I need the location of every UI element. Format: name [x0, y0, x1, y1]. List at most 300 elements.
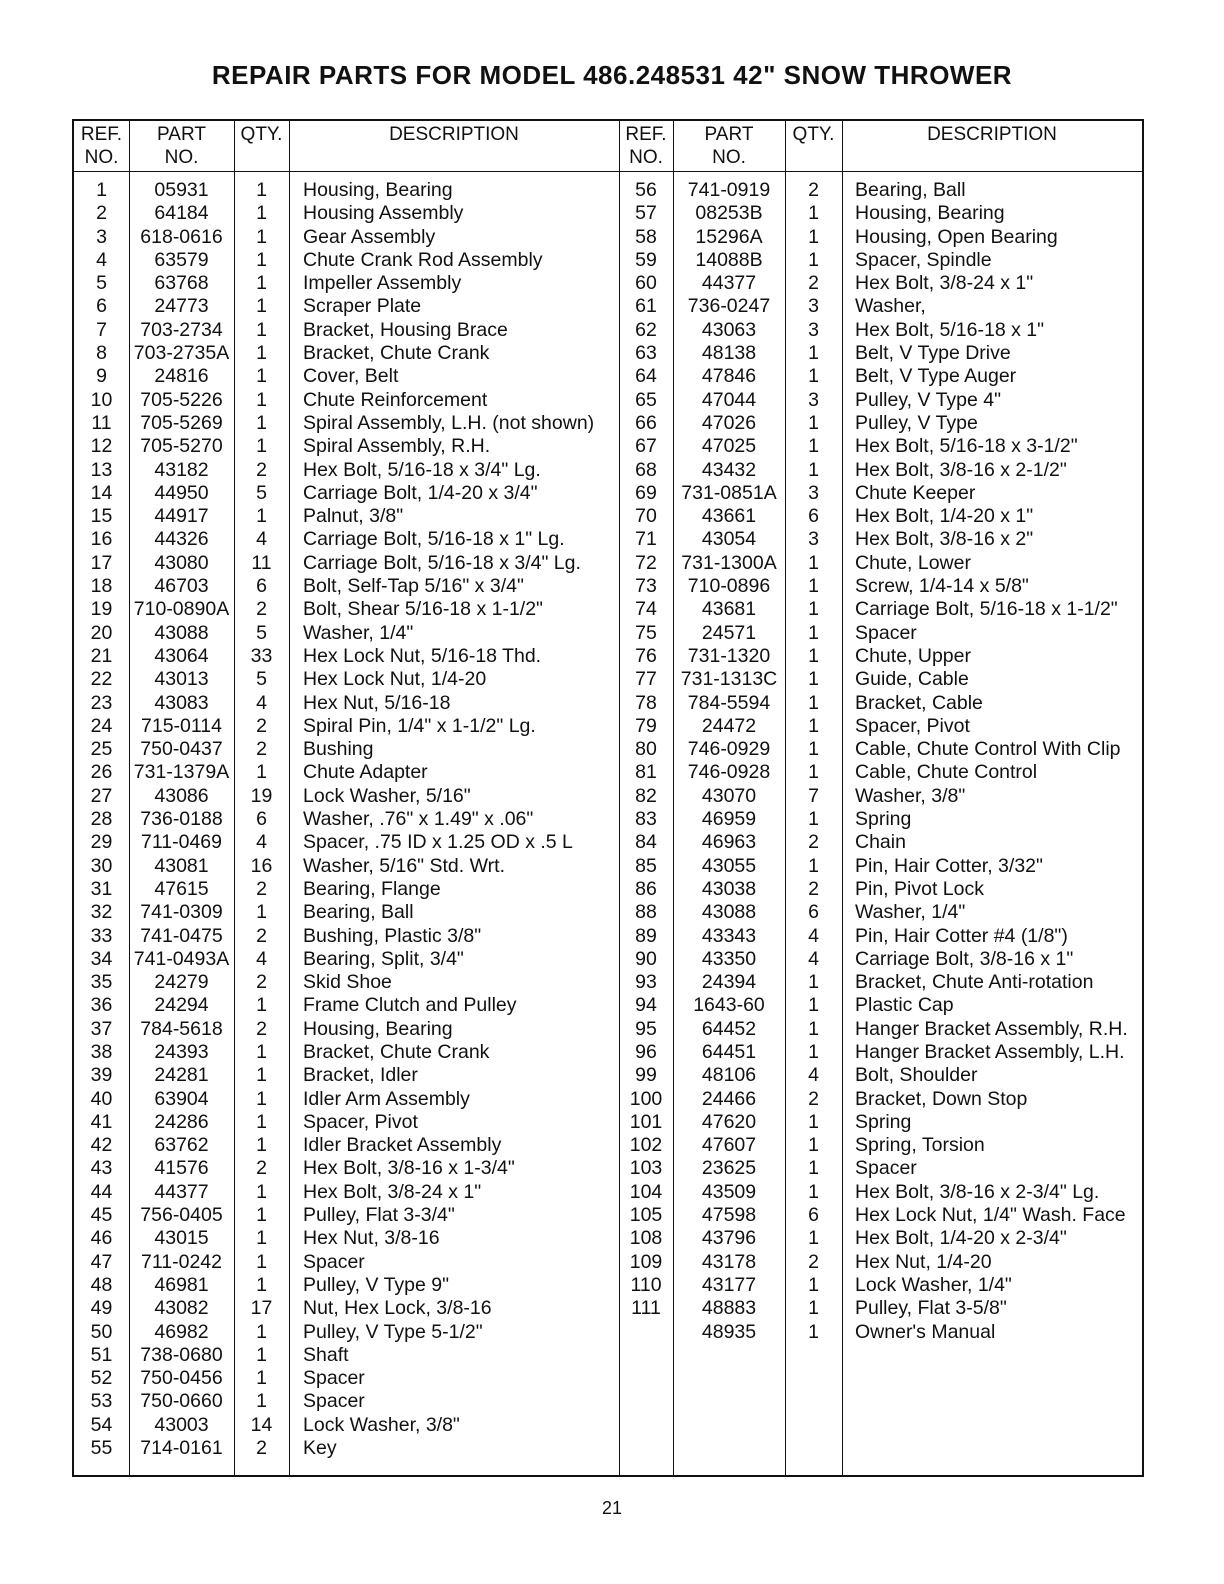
part-no-cell: 703-2734 [140, 318, 223, 341]
ref-no-cell: 49 [90, 1297, 113, 1320]
part-no-cell: 24279 [154, 971, 209, 994]
ref-no-cell: 94 [635, 994, 657, 1017]
part-no-cell: 63768 [154, 272, 209, 295]
ref-no-cell: 36 [90, 994, 113, 1017]
ref-no-cell: 47 [90, 1250, 113, 1273]
qty-cell: 2 [808, 1250, 819, 1273]
description-cell: Spacer [855, 1157, 917, 1180]
description-cell: Screw, 1/4-14 x 5/8" [855, 575, 1029, 598]
part-no-cell: 43082 [154, 1297, 209, 1320]
part-no-cell: 63579 [154, 248, 209, 271]
qty-cell: 3 [808, 295, 819, 318]
ref-no-cell: 65 [635, 388, 657, 411]
qty-cell: 1 [808, 621, 819, 644]
description-cell: Chute, Lower [855, 551, 971, 574]
qty-cell: 1 [256, 202, 267, 225]
description-cell: Idler Bracket Assembly [303, 1134, 502, 1157]
ref-no-cell: 38 [90, 1040, 113, 1063]
qty-cell: 1 [256, 1134, 267, 1157]
part-no-cell: 43661 [701, 505, 757, 528]
ref-no-cell: 35 [90, 971, 113, 994]
part-no-cell: 23625 [701, 1157, 757, 1180]
part-no-cell: 48883 [701, 1297, 757, 1320]
qty-cell: 1 [256, 1110, 267, 1133]
qty-cell: 11 [251, 551, 272, 574]
qty-cell: 6 [256, 808, 267, 831]
ref-no-cell: 61 [635, 295, 657, 318]
qty-cell: 1 [808, 691, 819, 714]
ref-no-cell: 7 [96, 318, 107, 341]
ref-no-cell: 27 [90, 784, 113, 807]
part-no-cell: 24773 [154, 295, 209, 318]
description-cell: Hex Bolt, 3/8-24 x 1" [303, 1180, 482, 1203]
ref-no-cell: 67 [635, 435, 657, 458]
qty-cell: 1 [808, 1320, 819, 1343]
qty-cell: 1 [256, 342, 267, 365]
ref-no-cell: 20 [90, 621, 113, 644]
qty-cell: 1 [808, 435, 819, 458]
description-cell: Bracket, Chute Crank [303, 1040, 490, 1063]
ref-no-cell: 18 [90, 575, 113, 598]
part-no-cell: 731-1313C [680, 668, 778, 691]
description-cell: Hex Bolt, 1/4-20 x 2-3/4" [855, 1227, 1067, 1250]
part-no-cell: 43432 [701, 458, 757, 481]
part-no-cell: 736-0247 [687, 295, 771, 318]
ref-no-cell: 58 [635, 225, 657, 248]
part-no-cell: 24571 [701, 621, 757, 644]
part-no-cell: 741-0493A [133, 947, 230, 970]
description-cell: Carriage Bolt, 5/16-18 x 1-1/2" [855, 598, 1118, 621]
description-cell: Lock Washer, 5/16" [303, 784, 471, 807]
ref-no-cell: 80 [635, 738, 657, 761]
part-no-cell: 48138 [701, 342, 757, 365]
ref-no-cell: 45 [90, 1204, 113, 1227]
description-cell: Hex Bolt, 3/8-16 x 2-3/4" Lg. [855, 1180, 1100, 1203]
qty-cell: 7 [808, 784, 819, 807]
part-no-cell: 47044 [701, 388, 757, 411]
qty-cell: 1 [808, 248, 819, 271]
part-no-cell: 47620 [701, 1110, 757, 1133]
ref-no-cell: 12 [90, 435, 113, 458]
qty-cell: 1 [808, 738, 819, 761]
qty-cell: 1 [808, 1040, 819, 1063]
ref-no-cell: 75 [635, 621, 657, 644]
description-cell: Owner's Manual [855, 1320, 996, 1343]
part-no-cell: 64184 [154, 202, 209, 225]
ref-no-cell: 104 [629, 1180, 663, 1203]
description-cell: Spiral Assembly, L.H. (not shown) [303, 411, 595, 434]
ref-no-cell: 110 [630, 1273, 662, 1296]
description-cell: Hex Lock Nut, 5/16-18 Thd. [303, 644, 542, 667]
description-column [303, 179, 619, 1460]
part-no-cell: 41576 [154, 1157, 209, 1180]
description-cell: Gear Assembly [303, 225, 436, 248]
qty-cell: 2 [256, 714, 267, 737]
part-no-cell: 711-0242 [141, 1250, 222, 1273]
qty-cell: 1 [256, 1250, 267, 1273]
description-cell: Pin, Hair Cotter, 3/32" [855, 854, 1043, 877]
part-no-cell: 47026 [701, 411, 757, 434]
part-no-cell: 43796 [701, 1227, 757, 1250]
part-no-cell: 43081 [154, 854, 209, 877]
ref-no-cell: 64 [635, 365, 657, 388]
ref-no-cell: 89 [635, 924, 657, 947]
ref-no-cell: 100 [629, 1087, 663, 1110]
description-cell: Hex Bolt, 3/8-24 x 1" [855, 272, 1034, 295]
part-no-cell: 43178 [701, 1250, 757, 1273]
header-ref-no: REF. NO. [625, 124, 667, 168]
ref-no-cell: 73 [635, 575, 657, 598]
qty-cell: 1 [808, 411, 819, 434]
ref-no-cell: 21 [90, 644, 113, 667]
qty-cell: 1 [808, 1297, 819, 1320]
part-no-cell: 43083 [154, 691, 209, 714]
part-no-cell: 43003 [154, 1413, 209, 1436]
qty-cell: 1 [256, 505, 267, 528]
ref-no-cell: 51 [90, 1343, 113, 1366]
ref-no-cell: 37 [90, 1017, 113, 1040]
header-description: DESCRIPTION [927, 124, 1057, 145]
qty-cell: 1 [808, 1157, 819, 1180]
qty-cell: 2 [808, 1087, 819, 1110]
description-cell: Hex Bolt, 1/4-20 x 1" [855, 505, 1034, 528]
part-no-cell: 736-0188 [140, 808, 223, 831]
part-no-cell: 43681 [701, 598, 757, 621]
qty-cell: 1 [256, 1367, 267, 1390]
part-no-cell: 43054 [701, 528, 757, 551]
qty-cell: 6 [808, 1204, 819, 1227]
ref-no-cell: 108 [629, 1227, 663, 1250]
part-no-cell: 43343 [701, 924, 757, 947]
description-cell: Spacer [855, 621, 917, 644]
qty-cell: 2 [256, 971, 267, 994]
ref-no-cell: 10 [90, 388, 113, 411]
ref-no-cell: 29 [90, 831, 113, 854]
part-no-cell: 24393 [154, 1040, 209, 1063]
part-no-cell: 784-5618 [140, 1017, 223, 1040]
ref-no-cell: 24 [90, 714, 113, 737]
part-column [129, 179, 234, 1460]
part-no-cell: 618-0616 [140, 225, 223, 248]
description-cell: Chute, Upper [855, 644, 971, 667]
part-no-cell: 63904 [154, 1087, 209, 1110]
qty-cell: 4 [808, 1064, 819, 1087]
description-cell: Washer, 1/4" [855, 901, 966, 924]
ref-no-cell: 15 [90, 505, 113, 528]
part-no-cell: 24286 [154, 1110, 209, 1133]
qty-cell: 1 [808, 761, 819, 784]
qty-cell: 2 [808, 831, 819, 854]
qty-cell: 2 [256, 738, 267, 761]
description-cell: Cable, Chute Control With Clip [855, 738, 1121, 761]
ref-no-cell: 81 [635, 761, 657, 784]
description-cell: Chain [855, 831, 906, 854]
description-cell: Hex Lock Nut, 1/4" Wash. Face [855, 1204, 1126, 1227]
ref-no-cell: 1 [96, 179, 107, 201]
qty-cell: 1 [808, 1134, 819, 1157]
part-no-cell: 48935 [701, 1320, 757, 1343]
description-cell: Bracket, Cable [855, 691, 983, 714]
description-cell: Bushing, Plastic 3/8" [303, 924, 482, 947]
part-no-cell: 48106 [701, 1064, 757, 1087]
description-cell: Hanger Bracket Assembly, R.H. [855, 1017, 1128, 1040]
qty-cell: 3 [808, 528, 819, 551]
header-qty: QTY. [240, 124, 283, 145]
ref-no-cell: 22 [90, 668, 113, 691]
part-no-cell: 705-5226 [140, 388, 223, 411]
qty-cell: 1 [256, 1273, 267, 1296]
part-no-cell: 710-0896 [687, 575, 771, 598]
description-cell: Hex Lock Nut, 1/4-20 [303, 668, 487, 691]
qty-cell: 1 [808, 1273, 819, 1296]
qty-cell: 1 [808, 854, 819, 877]
ref-no-cell: 83 [635, 808, 657, 831]
ref-no-cell: 88 [635, 901, 657, 924]
description-cell: Pin, Pivot Lock [855, 877, 984, 900]
ref-no-cell: 11 [91, 411, 112, 434]
part-no-cell: 44377 [701, 272, 757, 295]
part-no-cell: 64452 [701, 1017, 757, 1040]
ref-no-cell: 71 [635, 528, 657, 551]
ref-no-cell: 52 [90, 1367, 113, 1390]
description-cell: Hex Nut, 3/8-16 [303, 1227, 440, 1250]
ref-column [74, 179, 129, 1460]
header-part-no: PART NO. [157, 124, 206, 168]
ref-column [619, 179, 673, 1344]
description-cell: Impeller Assembly [303, 272, 462, 295]
part-no-cell: 705-5269 [140, 411, 223, 434]
qty-cell: 14 [250, 1413, 273, 1436]
part-no-cell: 63762 [154, 1134, 209, 1157]
description-cell: Bracket, Chute Anti-rotation [855, 971, 1094, 994]
part-no-cell: 746-0928 [687, 761, 771, 784]
part-no-cell: 46959 [701, 808, 757, 831]
part-no-cell: 05931 [154, 179, 209, 201]
qty-cell: 1 [808, 202, 819, 225]
qty-cell: 3 [808, 388, 819, 411]
qty-cell: 1 [256, 1204, 267, 1227]
qty-cell: 1 [808, 714, 819, 737]
ref-no-cell: 46 [90, 1227, 113, 1250]
description-cell: Skid Shoe [303, 971, 392, 994]
description-cell: Palnut, 3/8" [303, 505, 404, 528]
part-no-cell: 14088B [695, 248, 763, 271]
column-divider [289, 121, 290, 1475]
part-no-cell: 731-1300A [681, 551, 777, 574]
part-no-cell: 43013 [154, 668, 209, 691]
qty-cell: 33 [250, 644, 273, 667]
part-no-cell: 47607 [701, 1134, 757, 1157]
description-cell: Hex Bolt, 5/16-18 x 3-1/2" [855, 435, 1078, 458]
ref-no-cell: 43 [90, 1157, 113, 1180]
ref-no-cell: 33 [90, 924, 113, 947]
ref-no-cell: 99 [635, 1064, 657, 1087]
description-cell: Spring [855, 808, 912, 831]
description-cell: Nut, Hex Lock, 3/8-16 [303, 1297, 492, 1320]
description-cell: Bracket, Chute Crank [303, 342, 490, 365]
part-no-cell: 08253B [695, 202, 763, 225]
qty-cell: 1 [256, 1064, 267, 1087]
ref-no-cell: 6 [96, 295, 107, 318]
part-no-cell: 43182 [154, 458, 209, 481]
part-no-cell: 44377 [154, 1180, 209, 1203]
qty-cell: 1 [256, 388, 267, 411]
ref-no-cell: 31 [90, 877, 113, 900]
ref-no-cell: 41 [90, 1110, 113, 1133]
qty-cell: 4 [256, 691, 267, 714]
description-cell: Hex Nut, 1/4-20 [855, 1250, 992, 1273]
ref-no-cell: 66 [635, 411, 657, 434]
qty-cell: 1 [808, 971, 819, 994]
part-no-cell: 750-0456 [140, 1367, 223, 1390]
description-cell: Carriage Bolt, 5/16-18 x 3/4" Lg. [303, 551, 581, 574]
qty-cell: 4 [256, 947, 267, 970]
ref-no-cell: 62 [635, 318, 657, 341]
qty-cell: 1 [256, 1320, 267, 1343]
part-no-cell: 731-1379A [133, 761, 230, 784]
description-cell: Housing, Bearing [303, 179, 453, 201]
description-cell: Carriage Bolt, 3/8-16 x 1" [855, 947, 1074, 970]
ref-no-cell: 93 [635, 971, 657, 994]
description-cell: Belt, V Type Auger [855, 365, 1017, 388]
part-no-cell: 46703 [154, 575, 209, 598]
part-no-cell: 43350 [701, 947, 757, 970]
part-no-cell: 703-2735A [133, 342, 230, 365]
description-cell: Cover, Belt [303, 365, 399, 388]
part-no-cell: 47846 [701, 365, 757, 388]
part-no-cell: 43509 [701, 1180, 757, 1203]
page-number: 21 [601, 1498, 623, 1518]
description-cell: Pulley, V Type 9" [303, 1273, 450, 1296]
description-cell: Bolt, Shoulder [855, 1064, 978, 1087]
description-cell: Hex Bolt, 5/16-18 x 1" [855, 318, 1045, 341]
description-cell: Spacer, Pivot [855, 714, 970, 737]
ref-no-cell: 103 [629, 1157, 663, 1180]
qty-cell: 2 [808, 179, 819, 201]
qty-cell: 5 [256, 481, 267, 504]
qty-cell: 6 [808, 505, 819, 528]
part-no-cell: 64451 [701, 1040, 757, 1063]
qty-cell: 6 [808, 901, 819, 924]
ref-no-cell: 55 [90, 1437, 113, 1460]
part-no-cell: 24466 [701, 1087, 757, 1110]
qty-cell: 2 [256, 877, 267, 900]
ref-no-cell: 5 [96, 272, 107, 295]
ref-no-cell: 19 [90, 598, 113, 621]
description-cell: Pulley, Flat 3-5/8" [855, 1297, 1007, 1320]
qty-cell: 1 [256, 179, 267, 201]
part-no-cell: 750-0437 [140, 738, 223, 761]
ref-no-cell: 9 [96, 365, 107, 388]
qty-cell: 1 [256, 761, 267, 784]
qty-cell: 1 [808, 458, 819, 481]
qty-cell: 19 [250, 784, 273, 807]
ref-no-cell [619, 1321, 673, 1344]
description-cell: Guide, Cable [855, 668, 969, 691]
qty-cell: 1 [256, 411, 267, 434]
qty-column [234, 179, 289, 1460]
qty-cell: 2 [808, 272, 819, 295]
header-divider [74, 171, 1142, 172]
qty-cell: 1 [808, 994, 819, 1017]
ref-no-cell: 8 [96, 342, 107, 365]
part-no-cell: 784-5594 [687, 691, 771, 714]
ref-no-cell: 44 [90, 1180, 113, 1203]
ref-no-cell: 30 [90, 854, 113, 877]
qty-cell: 3 [808, 481, 819, 504]
description-cell: Spacer, .75 ID x 1.25 OD x .5 L [303, 831, 573, 854]
qty-cell: 1 [256, 318, 267, 341]
qty-cell: 2 [256, 1437, 267, 1460]
description-cell: Bracket, Housing Brace [303, 318, 508, 341]
ref-no-cell: 16 [90, 528, 113, 551]
description-cell: Scraper Plate [303, 295, 422, 318]
description-column [855, 179, 1145, 1344]
ref-no-cell: 4 [96, 248, 107, 271]
ref-no-cell: 82 [635, 784, 657, 807]
description-cell: Bolt, Self-Tap 5/16" x 3/4" [303, 575, 524, 598]
qty-cell: 1 [808, 551, 819, 574]
ref-no-cell: 17 [90, 551, 113, 574]
description-cell: Washer, 5/16" Std. Wrt. [303, 854, 505, 877]
description-cell: Bearing, Ball [303, 901, 414, 924]
qty-cell: 1 [808, 225, 819, 248]
qty-cell: 1 [808, 342, 819, 365]
description-cell: Bearing, Flange [303, 877, 441, 900]
qty-cell: 1 [256, 272, 267, 295]
description-cell: Chute Adapter [303, 761, 428, 784]
qty-cell: 1 [808, 365, 819, 388]
qty-cell: 1 [256, 435, 267, 458]
qty-column [785, 179, 842, 1344]
qty-cell: 6 [256, 575, 267, 598]
description-cell: Idler Arm Assembly [303, 1087, 470, 1110]
description-cell: Hex Bolt, 5/16-18 x 3/4" Lg. [303, 458, 541, 481]
description-cell: Chute Reinforcement [303, 388, 488, 411]
ref-no-cell: 59 [635, 248, 657, 271]
parts-table [72, 119, 1144, 1477]
qty-cell: 1 [808, 668, 819, 691]
qty-cell: 4 [808, 924, 819, 947]
qty-cell: 2 [808, 877, 819, 900]
description-cell: Washer, [855, 295, 926, 318]
part-no-cell: 44917 [154, 505, 209, 528]
header-qty: QTY. [792, 124, 835, 145]
header-ref-no: REF. NO. [80, 124, 123, 168]
description-cell: Pulley, V Type 4" [855, 388, 1002, 411]
part-no-cell: 750-0660 [140, 1390, 223, 1413]
description-cell: Shaft [303, 1343, 349, 1366]
description-cell: Spacer, Spindle [855, 248, 992, 271]
part-no-cell: 24472 [701, 714, 757, 737]
qty-cell: 2 [256, 924, 267, 947]
part-no-cell: 741-0309 [140, 901, 223, 924]
qty-cell: 1 [256, 901, 267, 924]
header-part-no: PART NO. [704, 124, 754, 168]
ref-no-cell: 79 [635, 714, 657, 737]
ref-no-cell: 76 [635, 644, 657, 667]
ref-no-cell: 23 [90, 691, 113, 714]
part-no-cell: 15296A [695, 225, 763, 248]
part-no-cell: 43055 [701, 854, 757, 877]
qty-cell: 1 [808, 575, 819, 598]
part-no-cell: 46963 [701, 831, 757, 854]
part-no-cell: 711-0469 [141, 831, 222, 854]
ref-no-cell: 57 [635, 202, 657, 225]
description-cell: Hex Nut, 5/16-18 [303, 691, 451, 714]
column-divider [842, 121, 843, 1475]
qty-cell: 5 [256, 621, 267, 644]
